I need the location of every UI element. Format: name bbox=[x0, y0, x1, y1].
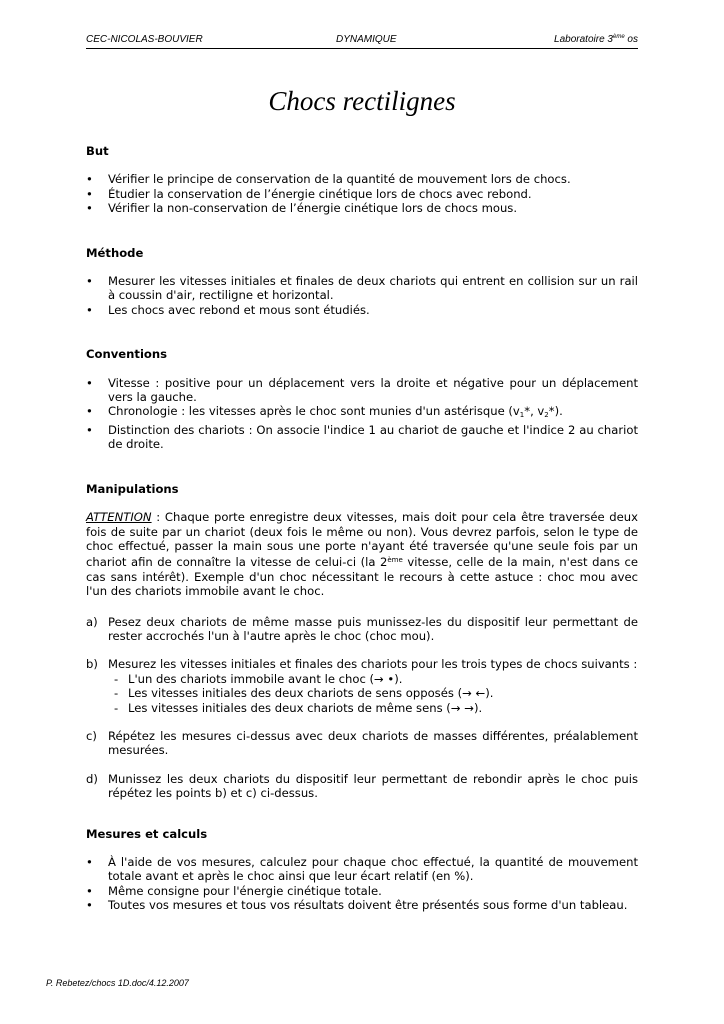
section-mesures bbox=[86, 827, 638, 913]
but-list bbox=[86, 172, 638, 215]
attention-label: ATTENTION bbox=[86, 510, 152, 525]
bullet-icon: • bbox=[86, 883, 93, 898]
section-conventions bbox=[86, 347, 638, 451]
bullet-icon: • bbox=[86, 404, 93, 419]
bullet-icon: • bbox=[86, 855, 93, 869]
list-item: • Vérifier la non-conservation de l’énergie cinétique lors de chocs mous. bbox=[86, 201, 518, 216]
list-item: • Vérifier le principe de conservation de la quantité de mouvement lors de chocs. bbox=[86, 172, 571, 187]
list-item: • Étudier la conservation de l’énergie cinétique lors de chocs avec rebond. bbox=[86, 186, 532, 201]
list-item: - Les vitesses initiales des deux chariots de sens opposés (→ ←). bbox=[114, 686, 494, 701]
bullet-icon: • bbox=[86, 201, 93, 216]
document-body bbox=[86, 144, 638, 913]
conventions-list bbox=[86, 376, 638, 452]
step-label: b) bbox=[86, 657, 98, 672]
list-item: • Chronologie : les vitesses après le choc sont munies d'un astérisque ($v_1*$, $v_2*$). bbox=[86, 404, 563, 420]
section-title-methode: Méthode bbox=[86, 245, 144, 260]
dash-icon: - bbox=[114, 671, 119, 686]
section-methode bbox=[86, 246, 638, 318]
bullet-icon: • bbox=[86, 302, 93, 317]
page-title: Chocs rectilignes bbox=[268, 86, 456, 116]
attention-paragraph: ATTENTION : Chaque porte enregistre deux vitesses, mais doit pour cela être traversée deux fois de suite par un chariot (deux fois le même ou non). Vous devrez parfois, selon le type de choc effectué, passer la main sous une porte n'ayant été traversée qu'une seule fois par un chariot afin de connaître la vitesse de celui-ci (la 2ème vitesse, celle de la main, n'est dans ce cas sans intérêt). Exemple d'un choc nécessitant le recours à cette astuce : choc mou avec l'un des chariots immobile avant le choc. bbox=[86, 510, 638, 599]
dash-icon: - bbox=[114, 700, 119, 715]
section-title-but: But bbox=[86, 144, 109, 158]
list-item: • Toutes vos mesures et tous vos résultats doivent être présentés sous forme d'un tableau. bbox=[86, 898, 628, 913]
section-but bbox=[86, 144, 638, 216]
step-label: d) bbox=[86, 771, 98, 786]
header-school: CEC-NICOLAS-BOUVIER bbox=[86, 34, 203, 45]
list-item: • Les chocs avec rebond et mous sont étudiés. bbox=[86, 302, 370, 317]
step-c: c) Répétez les mesures ci-dessus avec deux chariots de masses différentes, préalablement mesurées. bbox=[86, 728, 638, 758]
manipulations-steps bbox=[86, 615, 638, 801]
list-item: - Les vitesses initiales des deux chariots de même sens (→ →). bbox=[114, 700, 483, 715]
bullet-icon: • bbox=[86, 375, 93, 390]
list-item: - L'un des chariots immobile avant le choc (→ •). bbox=[114, 671, 403, 686]
section-manipulations bbox=[86, 482, 638, 801]
list-item: • À l'aide de vos mesures, calculez pour chaque choc effectué, la quantité de mouvement totale avant et après le choc ainsi que leur écart relatif (en %). bbox=[86, 855, 638, 884]
step-d: d) Munissez les deux chariots du dispositif leur permettant de rebondir après le choc puis répétez les points b) et c) ci-dessus. bbox=[86, 771, 638, 801]
header-subject: DYNAMIQUE bbox=[336, 34, 397, 45]
bullet-icon: • bbox=[86, 186, 93, 201]
mesures-list bbox=[86, 855, 638, 913]
step-label: a) bbox=[86, 614, 98, 629]
list-item: • Distinction des chariots : On associe l'indice 1 au chariot de gauche et l'indice 2 au chariot de droite. bbox=[86, 422, 638, 452]
methode-list bbox=[86, 274, 638, 317]
step-b: b) Mesurez les vitesses initiales et finales des chariots pour les trois types de chocs suivants : - L'un des chariots immobile avant le choc (→ •). - Les vitesses initiales des deux chariots de sens opposés (→ ←). - Les vitesses initiales des deux chariots de même sens (→ →). bbox=[86, 657, 638, 715]
step-b-sublist bbox=[108, 672, 638, 715]
bullet-icon: • bbox=[86, 422, 93, 437]
bullet-icon: • bbox=[86, 898, 93, 913]
list-item: • Mesurer les vitesses initiales et finales de deux chariots qui entrent en collision sur un rail à coussin d'air, rectiligne et horizontal. bbox=[86, 274, 638, 303]
section-title-conventions: Conventions bbox=[86, 347, 168, 362]
bullet-icon: • bbox=[86, 274, 93, 289]
section-title-mesures: Mesures et calculs bbox=[86, 826, 208, 841]
page-header bbox=[86, 34, 638, 49]
dash-icon: - bbox=[114, 686, 119, 701]
step-a: a) Pesez deux chariots de même masse puis munissez-les du dispositif leur permettant de rester accrochés l'un à l'autre après le choc (choc mou). bbox=[86, 614, 638, 643]
list-item: • Vitesse : positive pour un déplacement vers la droite et négative pour un déplacement vers la gauche. bbox=[86, 375, 638, 405]
step-label: c) bbox=[86, 728, 97, 743]
section-title-manipulations: Manipulations bbox=[86, 481, 179, 496]
list-item: • Même consigne pour l'énergie cinétique totale. bbox=[86, 883, 382, 898]
page-footer: P. Rebetez/chocs 1D.doc/4.12.2007 bbox=[46, 978, 189, 988]
header-lab: Laboratoire 3ème os bbox=[554, 34, 638, 45]
bullet-icon: • bbox=[86, 172, 93, 187]
